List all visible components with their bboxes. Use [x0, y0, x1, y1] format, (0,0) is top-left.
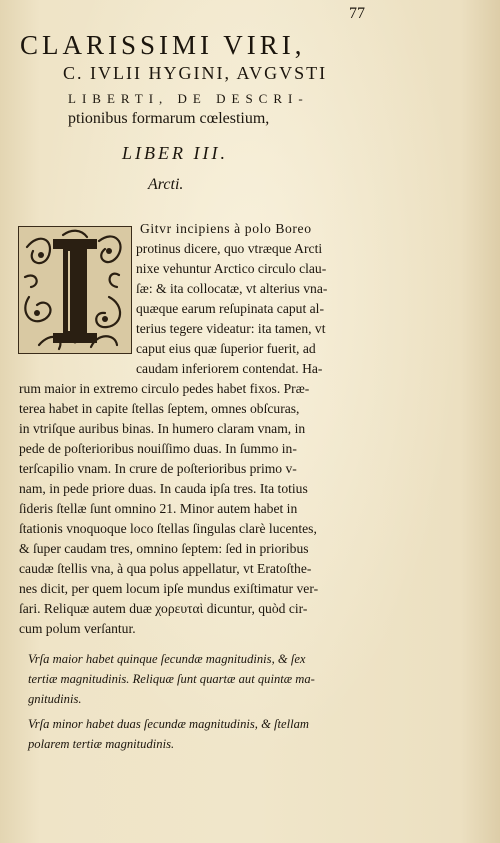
- text-line: ſæ: & ita collocatæ, vt alterius vna-: [136, 281, 328, 296]
- note-line: tertiæ magnitudinis. Reliquæ ſunt quartæ aut quintæ ma-: [28, 672, 315, 686]
- text-line: nes dicit, per quem locum ipſe mundus exiſtimatur ver-: [19, 581, 319, 596]
- section-heading: Arcti.: [148, 176, 184, 193]
- chapter-subtitle: C. IVLII HYGINI, AVGVSTI: [63, 63, 328, 83]
- chapter-subtitle-line4: ptionibus formarum cœlestium,: [68, 110, 270, 127]
- text-line: caput eius quæ ſuperior fuerit, ad: [136, 341, 316, 356]
- book-label: LIBER III.: [122, 143, 228, 163]
- foliage-ornament-icon: [19, 227, 131, 353]
- text-line: in vtriſque auribus binas. In humero claram vnam, in: [19, 421, 306, 436]
- note-line: Vrſa minor habet duas ſecundæ magnitudinis, & ſtellam: [28, 717, 310, 731]
- text-line: terius tegere videatur: ita tamen, vt: [136, 321, 326, 336]
- note-line: polarem tertiæ magnitudinis.: [28, 737, 175, 751]
- text-line: pede de poſterioribus nouiſſimo duas. In ſummo in-: [19, 441, 297, 456]
- text-line: ſtationis vnoquoque loco ſtellas ſingulas clarè lucentes,: [19, 521, 317, 536]
- text-line: & ſuper caudam tres, omnino ſeptem: ſed in prioribus: [19, 541, 309, 556]
- text-line: cum polum verſantur.: [19, 621, 136, 636]
- chapter-title: CLARISSIMI VIRI,: [20, 30, 306, 60]
- text-line: ſideris ſtellæ ſunt omnino 21. Minor autem habet in: [19, 501, 298, 516]
- chapter-subtitle-line3: LIBERTI, DE DESCRI-: [68, 91, 309, 106]
- text-line: quæque earum reſupinata caput al-: [136, 301, 324, 316]
- text-line: rum maior in extremo circulo pedes habet fixos. Præ-: [19, 381, 310, 396]
- text-line: caudæ ſtellis vna, à qua polus appellatur, vt Eratoſthe-: [19, 561, 312, 576]
- text-line: Gitvr incipiens à polo Boreo: [140, 221, 312, 236]
- text-line: nixe vehuntur Arctico circulo clau-: [136, 261, 327, 276]
- decorated-initial: [18, 226, 132, 354]
- text-line: terſcapilio vnam. In crure de poſterioribus primo v-: [19, 461, 297, 476]
- text-line: ſari. Reliquæ autem duæ χορευταὶ dicuntur, quòd cir-: [19, 601, 308, 616]
- text-line: protinus dicere, quo vtræque Arcti: [136, 241, 323, 256]
- page-number: 77: [349, 5, 365, 22]
- text-line: nam, in pede priore duas. In cauda ipſa tres. Ita totius: [19, 481, 308, 496]
- note-line: gnitudinis.: [28, 692, 82, 706]
- text-line: terea habet in capite ſtellas ſeptem, omnes obſcuras,: [19, 401, 300, 416]
- text-line: caudam inferiorem contendat. Ha-: [136, 361, 323, 376]
- note-line: Vrſa maior habet quinque ſecundæ magnitudinis, & ſex: [28, 652, 306, 666]
